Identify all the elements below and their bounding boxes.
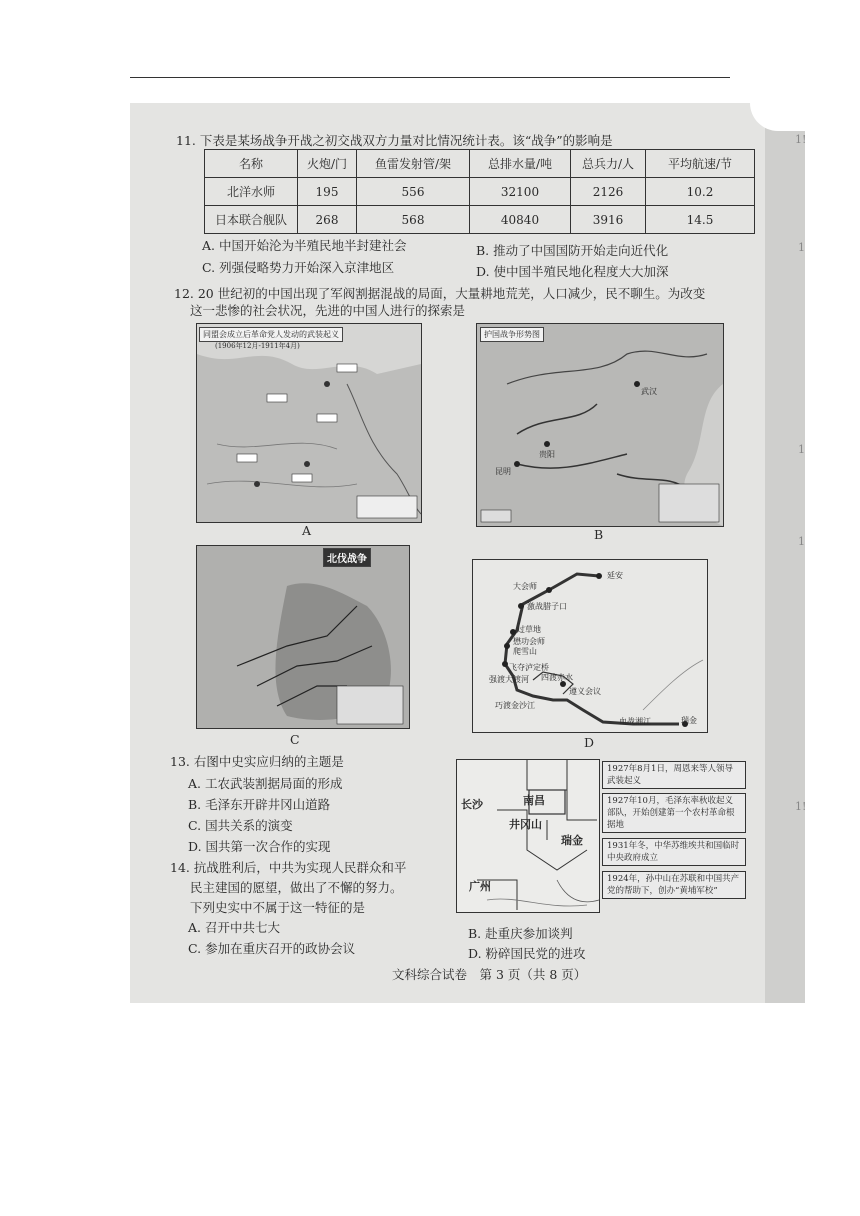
q11-option-c[interactable]: C. 列强侵略势力开始深入京津地区 (202, 260, 395, 275)
q14-option-c[interactable]: C. 参加在重庆召开的政协会议 (188, 941, 356, 956)
q12-stem-line2: 这一悲惨的社会状况，先进的中国人进行的探索是 (190, 303, 466, 318)
table-cell: 10.2 (646, 178, 755, 206)
map-c-title: 北伐战争 (323, 548, 371, 567)
photo-glare (750, 103, 805, 131)
map-b (476, 323, 724, 527)
table-cell: 3916 (571, 206, 646, 234)
q12-stem-line1: 12. 20 世纪初的中国出现了军阀割据混战的局面，大量耕地荒芜，人口减少，民不聊生。为改变 (174, 286, 706, 301)
map-d-label: 激战腊子口 (527, 602, 567, 611)
map-d (472, 559, 708, 733)
table-cell: 14.5 (646, 206, 755, 234)
map-d-label: 瑞金 (681, 716, 697, 725)
map-d-caption: D (584, 735, 595, 750)
map-d-label: 爬雪山 (513, 647, 537, 656)
q13-option-d[interactable]: D. 国共第一次合作的实现 (188, 839, 331, 854)
edge-mark: 1 (798, 241, 805, 254)
q11-stem: 11. 下表是某场战争开战之初交战双方力量对比情况统计表。该“战争”的影响是 (176, 133, 613, 148)
table-row (205, 178, 755, 206)
q13-option-a[interactable]: A. 工农武装割据局面的形成 (188, 776, 343, 791)
q13-event-box: 1931年冬，中华苏维埃共和国临时中央政府成立 (602, 838, 746, 866)
edge-mark: 1 (798, 443, 805, 456)
map-d-label: 血战湘江 (619, 717, 651, 726)
map-a-subtitle: (1906年12月-1911年4月) (215, 342, 300, 350)
q13-option-c[interactable]: C. 国共关系的演变 (188, 818, 293, 833)
map-d-label: 延安 (607, 571, 623, 580)
edge-mark: 1! (795, 133, 807, 146)
table-header: 鱼雷发射管/架 (357, 150, 470, 178)
table-header: 总兵力/人 (571, 150, 646, 178)
map-a-title: 同盟会成立后革命党人发动的武装起义 (199, 327, 343, 342)
map-a (196, 323, 422, 523)
q14-option-a[interactable]: A. 召开中共七大 (188, 920, 280, 935)
table-cell: 40840 (470, 206, 571, 234)
edge-mark: 1! (795, 800, 807, 813)
map-c-caption: C (290, 732, 300, 747)
map-b-label: 贵阳 (539, 450, 555, 459)
table-cell: 日本联合舰队 (205, 206, 298, 234)
table-cell: 195 (298, 178, 357, 206)
q13-stem: 13. 右图中史实应归纳的主题是 (170, 754, 344, 769)
map-a-caption: A (302, 523, 312, 538)
q13-city: 广州 (469, 880, 491, 893)
map-d-label: 巧渡金沙江 (495, 701, 535, 710)
map-b-label: 昆明 (495, 467, 511, 476)
q13-event-box: 1927年10月，毛泽东率秋收起义部队，开始创建第一个农村革命根据地 (602, 793, 746, 833)
edge-mark: 1 (798, 535, 805, 548)
table-header: 平均航速/节 (646, 150, 755, 178)
table-cell: 556 (357, 178, 470, 206)
q13-city: 瑞金 (561, 834, 583, 847)
table-cell: 32100 (470, 178, 571, 206)
q13-option-b[interactable]: B. 毛泽东开辟井冈山道路 (188, 797, 331, 812)
map-b-title: 护国战争形势图 (480, 327, 544, 342)
map-d-label: 大会师 (513, 582, 537, 591)
q13-map (456, 759, 600, 913)
table-cell: 568 (357, 206, 470, 234)
map-c-graphic (197, 546, 409, 728)
table-header-row (205, 150, 755, 178)
q13-event-box: 1927年8月1日，周恩来等人领导武装起义 (602, 761, 746, 789)
q13-city: 井冈山 (509, 818, 542, 831)
map-d-label: 四渡赤水 (541, 673, 573, 682)
table-row (205, 206, 755, 234)
q14-option-b[interactable]: B. 赴重庆参加谈判 (468, 926, 573, 941)
exam-page-photo (130, 103, 805, 1003)
table-cell: 2126 (571, 178, 646, 206)
map-d-label: 遵义会议 (569, 687, 601, 696)
table-header: 火炮/门 (298, 150, 357, 178)
page-footer: 文科综合试卷 第 3 页（共 8 页） (392, 967, 587, 982)
map-a-graphic (197, 324, 421, 522)
q13-city: 南昌 (523, 794, 545, 807)
q11-option-a[interactable]: A. 中国开始沦为半殖民地半封建社会 (202, 238, 407, 253)
table-cell: 268 (298, 206, 357, 234)
q11-option-d[interactable]: D. 使中国半殖民地化程度大大加深 (476, 264, 669, 279)
map-d-label: 懋功会师 (513, 637, 545, 646)
q13-city: 长沙 (461, 798, 483, 811)
map-d-label: 强渡大渡河 (489, 675, 529, 684)
map-d-label: 过草地 (517, 625, 541, 634)
table-cell: 北洋水师 (205, 178, 298, 206)
map-b-graphic (477, 324, 723, 526)
map-d-label: 飞夺泸定桥 (509, 663, 549, 672)
map-c (196, 545, 410, 729)
q14-stem-line3: 下列史实中不属于这一特征的是 (190, 900, 366, 915)
map-b-label: 武汉 (641, 387, 657, 396)
page-shadow (765, 103, 805, 1003)
table-header: 总排水量/吨 (470, 150, 571, 178)
top-rule (130, 77, 730, 78)
q14-stem-line2: 民主建国的愿望，做出了不懈的努力。 (190, 880, 403, 895)
q11-option-b[interactable]: B. 推动了中国国防开始走向近代化 (476, 243, 669, 258)
table-header: 名称 (205, 150, 298, 178)
map-b-caption: B (594, 527, 604, 542)
q14-stem-line1: 14. 抗战胜利后，中共为实现人民群众和平 (170, 860, 407, 875)
q11-table (204, 149, 755, 234)
q13-event-box: 1924年，孙中山在苏联和中国共产党的帮助下，创办“黄埔军校” (602, 871, 746, 899)
q14-option-d[interactable]: D. 粉碎国民党的进攻 (468, 946, 586, 961)
